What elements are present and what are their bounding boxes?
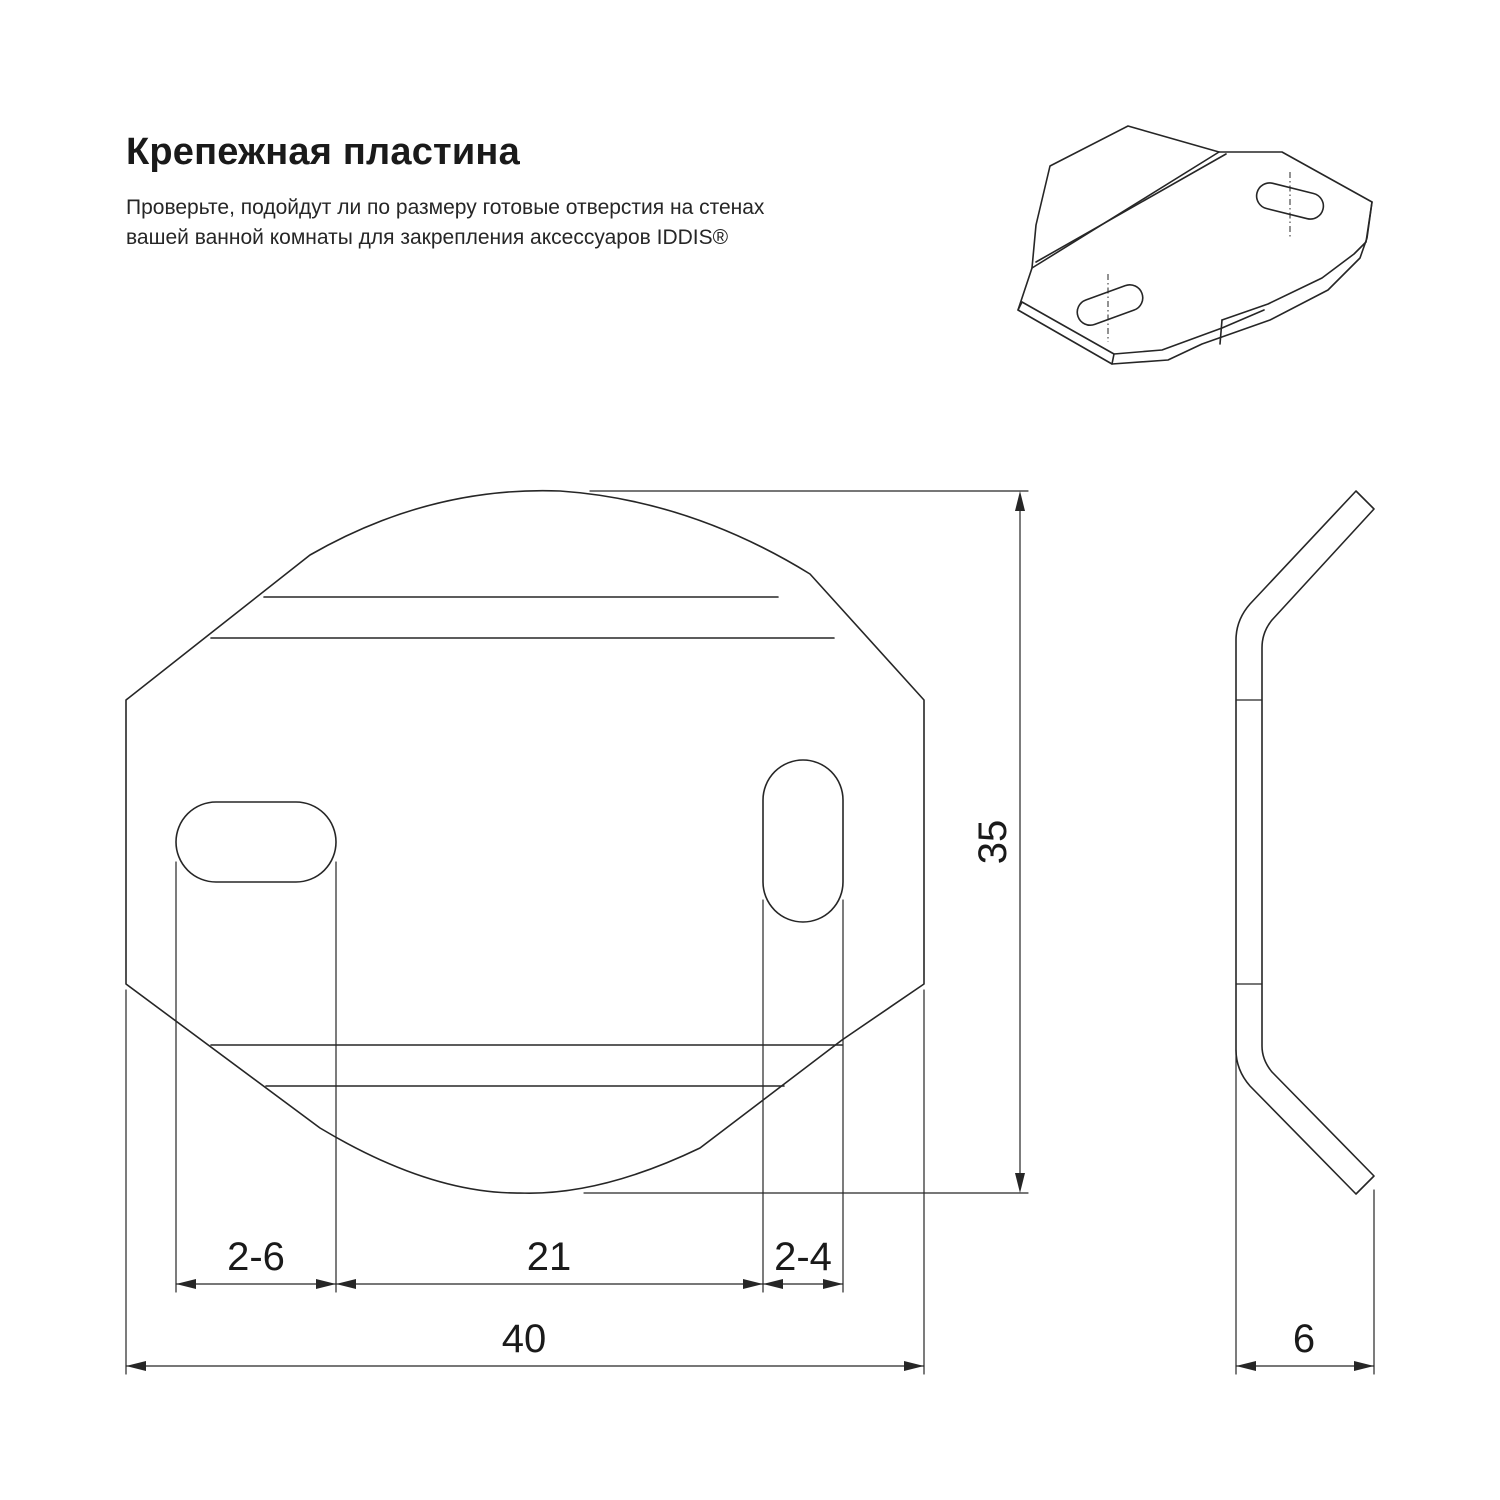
iso-bend-line-upper [1032, 152, 1219, 268]
horizontal-slot [176, 802, 336, 882]
dim-arrow-top [1015, 491, 1025, 511]
page-title: Крепежная пластина [126, 131, 520, 173]
front-plate-outline [126, 491, 924, 1194]
dimension-width [126, 990, 924, 1374]
side-profile-outline [1236, 491, 1374, 1194]
dimension-label-right-slot: 2-4 [774, 1235, 832, 1279]
side-view [1236, 491, 1374, 1194]
iso-right-thickness [1222, 202, 1372, 320]
dimension-depth [1236, 1050, 1374, 1374]
iso-lower-fold-line [1220, 320, 1222, 344]
isometric-view [1018, 126, 1372, 364]
iso-plate-outline [1018, 126, 1372, 364]
dimension-label-40: 40 [501, 1317, 547, 1361]
dimension-slots [176, 862, 843, 1292]
iso-thickness-edge-left [1018, 302, 1114, 354]
dimension-label-35: 35 [971, 819, 1015, 865]
dimension-label-6: 6 [1292, 1317, 1316, 1361]
dim-arrow-bottom [1015, 1173, 1025, 1193]
front-view [126, 491, 924, 1194]
dimension-label-left-slot: 2-6 [227, 1235, 285, 1279]
iso-slot-lower [1074, 281, 1147, 329]
dimension-label-center-distance: 21 [526, 1235, 572, 1279]
iso-bend-line-lower [1036, 154, 1226, 262]
description-line-1: Проверьте, подойдут ли по размеру готовые отверстия на стенах [126, 196, 765, 219]
iso-thickness-edge [1112, 310, 1264, 364]
description-line-2: вашей ванной комнаты для закрепления аксессуаров IDDIS® [126, 226, 729, 249]
vertical-slot [763, 760, 843, 922]
